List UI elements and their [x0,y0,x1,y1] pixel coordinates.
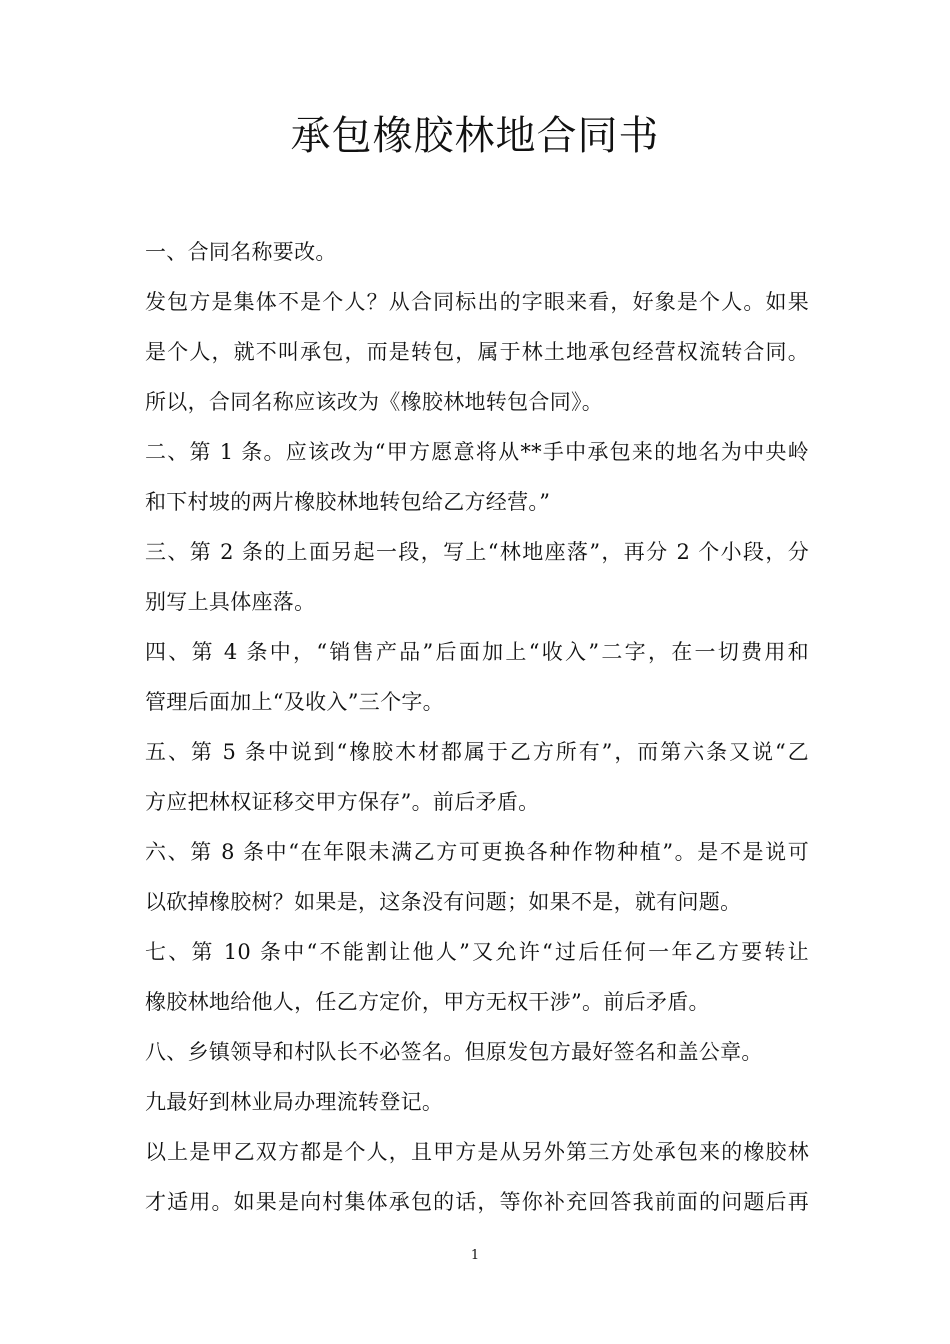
body-line-8: 别写上具体座落。 [145,590,316,614]
body-line-19: 以上是甲乙双方都是个人，且甲方是从另外第三方处承包来的橡胶林 [145,1140,809,1164]
body-line-11: 五、第 5 条中说到“橡胶木材都属于乙方所有”，而第六条又说“乙 [145,740,809,764]
body-line-20: 才适用。如果是向村集体承包的话，等你补充回答我前面的问题后再 [145,1190,809,1214]
body-line-2: 发包方是集体不是个人？从合同标出的字眼来看，好象是个人。如果 [145,290,809,314]
body-line-10: 管理后面加上“及收入”三个字。 [145,690,444,714]
body-line-6: 和下村坡的两片橡胶林地转包给乙方经营。” [145,490,551,514]
page-number: 1 [470,1248,480,1263]
body-line-15: 七、第 10 条中“不能割让他人”又允许“过后任何一年乙方要转让 [145,940,809,964]
document-body [145,227,809,1227]
body-line-4: 所以，合同名称应该改为《橡胶林地转包合同》。 [145,390,604,414]
body-line-12: 方应把林权证移交甲方保存”。前后矛盾。 [145,790,540,814]
body-line-13: 六、第 8 条中“在年限未满乙方可更换各种作物种植”。是不是说可 [145,840,809,864]
body-line-1: 一、合同名称要改。 [145,240,337,264]
body-line-14: 以砍掉橡胶树？如果是，这条没有问题；如果不是，就有问题。 [145,890,742,914]
body-line-7: 三、第 2 条的上面另起一段，写上“林地座落”，再分 2 个小段，分 [145,540,809,564]
body-line-3: 是个人，就不叫承包，而是转包，属于林土地承包经营权流转合同。 [145,340,809,364]
body-line-5: 二、第 1 条。应该改为“甲方愿意将从**手中承包来的地名为中央岭 [145,440,809,464]
document-title: 承包橡胶林地合同书 [290,113,660,159]
body-line-9: 四、第 4 条中，“销售产品”后面加上“收入”二字，在一切费用和 [145,640,809,664]
body-line-16: 橡胶林地给他人，任乙方定价，甲方无权干涉”。前后矛盾。 [145,990,710,1014]
body-line-17: 八、乡镇领导和村队长不必签名。但原发包方最好签名和盖公章。 [145,1040,763,1064]
body-line-18: 九最好到林业局办理流转登记。 [145,1090,444,1114]
